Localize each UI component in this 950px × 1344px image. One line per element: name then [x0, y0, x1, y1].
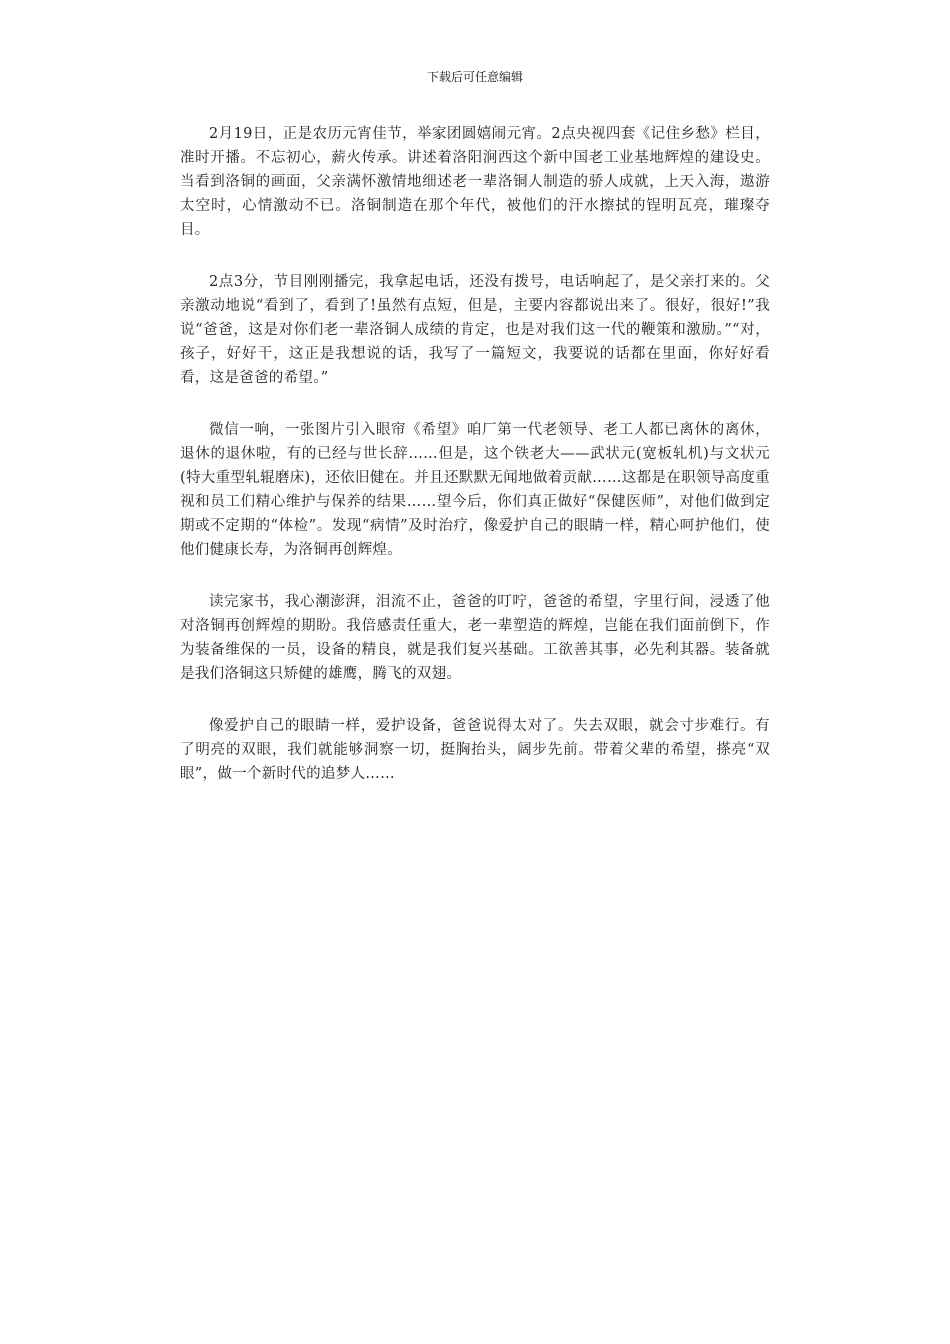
- page-header-note: 下载后可任意编辑: [426, 70, 523, 84]
- document-body: [180, 122, 770, 814]
- paragraph-5: 像爱护自己的眼睛一样，爱护设备，爸爸说得太对了。失去双眼，就会寸步难行。有了明亮的双眼，我们就能够洞察一切，挺胸抬头，阔步先前。带着父辈的希望，搽亮“双眼”，做一个新时代的追梦人……: [180, 718, 770, 782]
- paragraph-4: 读完家书，我心潮澎湃，泪流不止，爸爸的叮咛，爸爸的希望，字里行间，浸透了他对洛铜再创辉煌的期盼。我倍感责任重大，老一辈塑造的辉煌，岂能在我们面前倒下，作为装备维保的一员，设备的精良，就是我们复兴基础。工欲善其事，必先利其器。装备就是我们洛铜这只矫健的雄鹰，腾飞的双翅。: [180, 594, 770, 682]
- paragraph-3: 微信一响，一张图片引入眼帘《希望》咱厂第一代老领导、老工人都已离休的离休，退休的退休啦，有的已经与世长辞……但是，这个铁老大——武状元(宽板轧机)与文状元(特大重型轧辊磨床)，还依旧健在。并且还默默无闻地做着贡献……这都是在职领导高度重视和员工们精心维护与保养的结果……望今后，你们真正做好“保健医师”，对他们做到定期或不定期的“体检”。发现“病情”及时治疗，像爱护自己的眼睛一样，精心呵护他们，使他们健康长寿，为洛铜再创辉煌。: [180, 422, 770, 558]
- paragraph-2: 2点3分，节目刚刚播完，我拿起电话，还没有拨号，电话响起了，是父亲打来的。父亲激动地说“看到了，看到了!虽然有点短，但是，主要内容都说出来了。很好，很好!”我说“爸爸，这是对你们老一辈洛铜人成绩的肯定，也是对我们这一代的鞭策和激励。”“对，孩子，好好干，这正是我想说的话，我写了一篇短文，我要说的话都在里面，你好好看看，这是爸爸的希望。”: [180, 274, 770, 386]
- paragraph-1: 2月19日，正是农历元宵佳节，举家团圆嬉闹元宵。2点央视四套《记住乡愁》栏目，准时开播。不忘初心，薪火传承。讲述着洛阳涧西这个新中国老工业基地辉煌的建设史。当看到洛铜的画面，父亲满怀激情地细述老一辈洛铜人制造的骄人成就，上天入海，遨游太空时，心情激动不已。洛铜制造在那个年代，被他们的汗水擦拭的锃明瓦亮，璀璨夺目。: [180, 126, 770, 238]
